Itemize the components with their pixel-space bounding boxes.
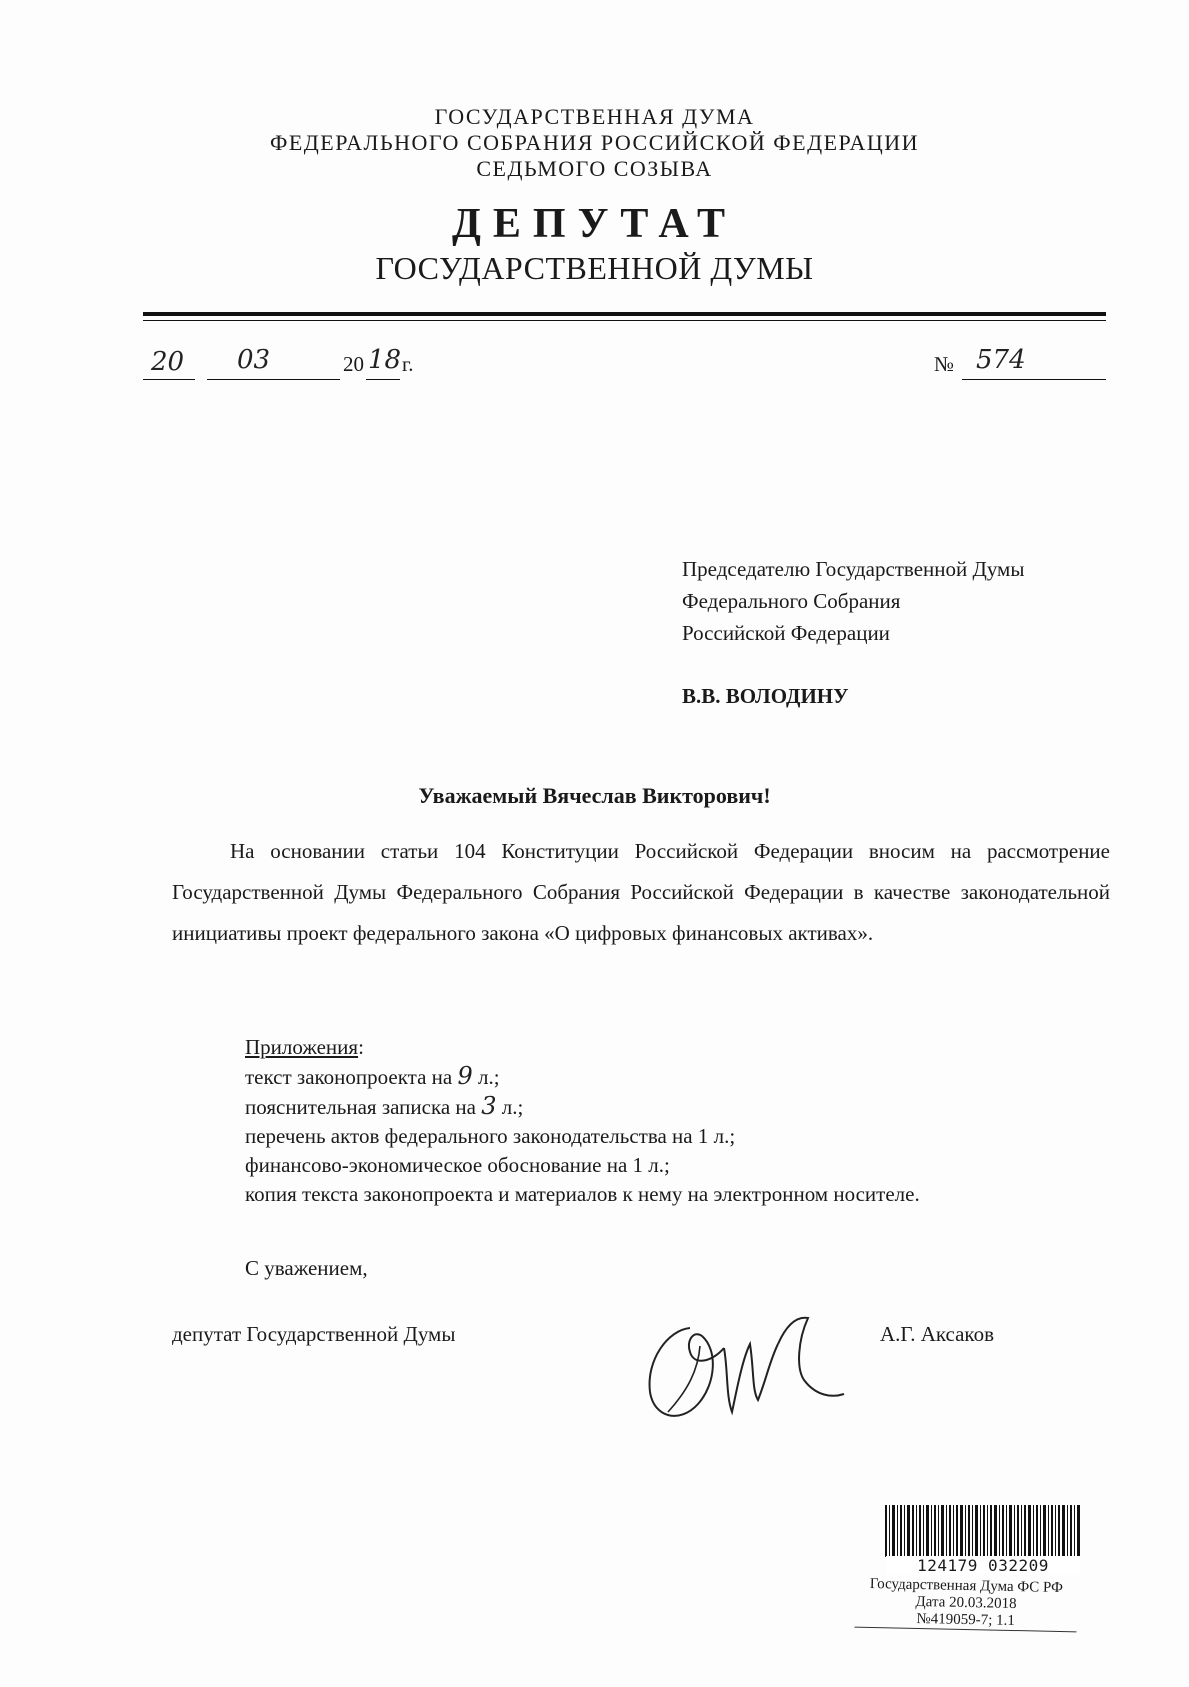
org-line-2: ФЕДЕРАЛЬНОГО СОБРАНИЯ РОССИЙСКОЙ ФЕДЕРАЦИИ — [269, 130, 919, 155]
attachment-item — [245, 1180, 920, 1209]
letterhead-rule-thick — [143, 312, 1106, 316]
stamp-line-3: №419059-7; 1.1 — [916, 1610, 1016, 1630]
attachment-text-suffix: л.; — [496, 1095, 524, 1119]
handwritten-signature — [628, 1300, 868, 1440]
addressee-block — [682, 553, 1024, 649]
attachment-handwritten-count: 9 — [457, 1062, 473, 1090]
date-year-field — [366, 345, 402, 380]
attachments-title: Приложения — [245, 1035, 359, 1059]
number-label: № — [934, 352, 955, 376]
signer-position: депутат Государственной Думы — [172, 1322, 456, 1346]
attachments-block — [245, 1033, 920, 1209]
attachments-title-colon: : — [358, 1035, 364, 1059]
number-field — [962, 345, 1106, 380]
attachment-text: финансово-экономическое обоснование на 1 л.; — [245, 1153, 670, 1177]
attachment-handwritten-count: 3 — [481, 1092, 497, 1120]
letterhead-rule-thin — [143, 320, 1106, 321]
org-line-1: ГОСУДАРСТВЕННАЯ ДУМА — [434, 104, 755, 129]
letter-body — [172, 831, 1110, 954]
date-month: 03 — [237, 345, 271, 375]
attachments-heading — [245, 1033, 920, 1062]
date-month-field — [207, 345, 340, 380]
signer-name: А.Г. Аксаков — [880, 1322, 994, 1346]
closing-regards: С уважением, — [245, 1256, 368, 1280]
date-day-field — [143, 349, 195, 380]
attachment-text: пояснительная записка на — [245, 1095, 482, 1119]
addressee-line-1: Председателю Государственной Думы — [682, 557, 1025, 581]
outgoing-number: 574 — [976, 345, 1026, 375]
date-year-prefix: 20 — [343, 352, 364, 376]
date-day: 20 — [151, 347, 185, 377]
addressee-line-3: Российской Федерации — [682, 621, 890, 645]
date-year-mark: г. — [402, 352, 414, 376]
attachment-text: копия текста законопроекта и материалов к нему на электронном носителе. — [245, 1182, 920, 1206]
body-paragraph: На основании статьи 104 Конституции Российской Федерации вносим на рассмотрение Государственной Думы Федерального Собрания Российской Федерации в качестве законодательной инициативы проект федерального закона «О цифровых финансовых активах». — [172, 839, 1110, 945]
attachment-item — [245, 1151, 920, 1180]
attachment-text-suffix: л.; — [472, 1065, 500, 1089]
date-year-suffix: 18 — [368, 345, 402, 375]
barcode-number: 124179 032209 — [886, 1556, 1080, 1575]
registration-stamp — [854, 1576, 1077, 1633]
stamp-line-2: Дата 20.03.2018 — [915, 1593, 1017, 1613]
stamp-line-1: Государственная Дума ФС РФ — [869, 1575, 1064, 1597]
attachment-item — [245, 1092, 920, 1122]
addressee-line-2: Федерального Собрания — [682, 589, 901, 613]
addressee-name: В.В. ВОЛОДИНУ — [682, 684, 849, 708]
salutation: Уважаемый Вячеслав Викторович! — [418, 783, 771, 808]
attachment-item — [245, 1062, 920, 1092]
attachment-text: перечень актов федерального законодательства на 1 л.; — [245, 1124, 736, 1148]
org-line-3: СЕДЬМОГО СОЗЫВА — [476, 156, 713, 181]
attachment-text: текст законопроекта на — [245, 1065, 458, 1089]
attachment-item — [245, 1122, 920, 1151]
letterhead-title: ДЕПУТАТ — [452, 201, 737, 247]
letterhead-subtitle: ГОСУДАРСТВЕННОЙ ДУМЫ — [375, 250, 814, 286]
